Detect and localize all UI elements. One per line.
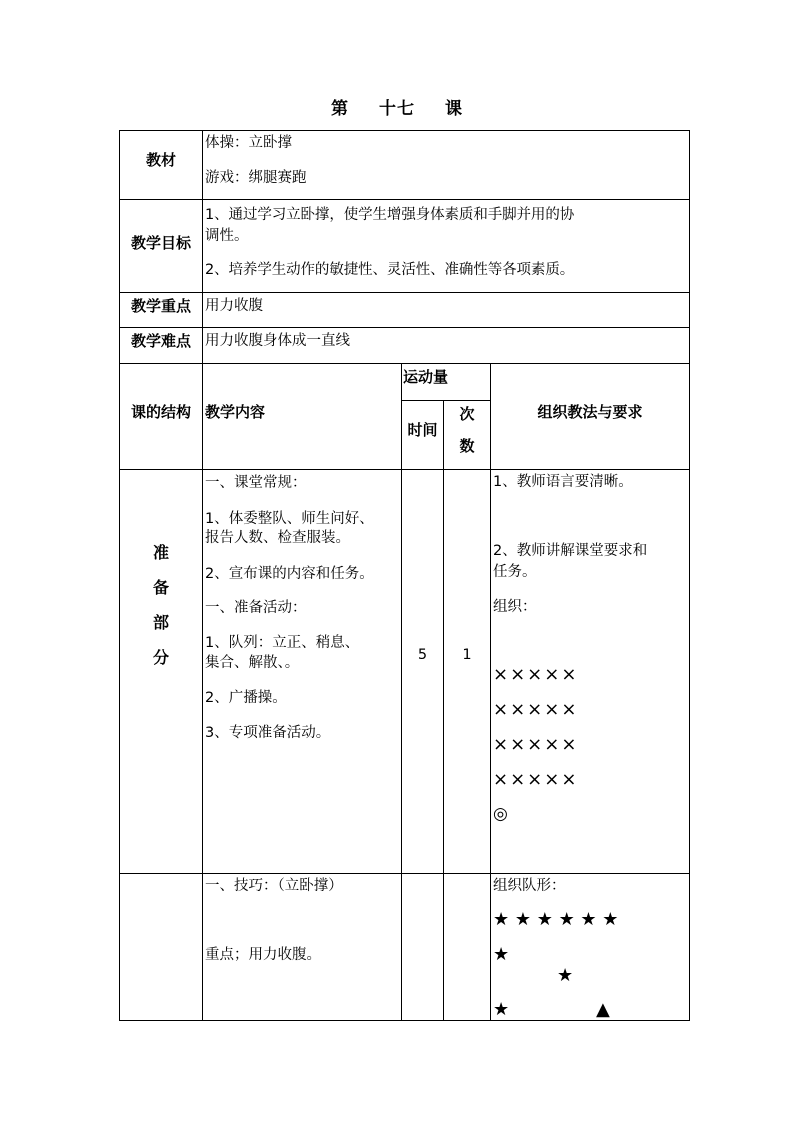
prep-method-line: 任务。 [493, 564, 537, 580]
header-count-1: 次 [459, 405, 475, 423]
table-rule [443, 400, 444, 1021]
key-point-label: 教学重点 [130, 297, 191, 315]
prep-content-line: 一、课堂常规： [205, 475, 307, 491]
prep-content-line: 1、体委整队、师生问好、 [205, 511, 374, 527]
difficulty-label: 教学难点 [130, 332, 191, 350]
table-rule [119, 469, 690, 470]
formation-row: ××××× [493, 734, 579, 755]
material-line-2: 游戏：绑腿赛跑 [205, 170, 307, 186]
table-rule [119, 130, 690, 131]
table-rule [119, 292, 690, 293]
header-structure: 课的结构 [130, 403, 191, 421]
prep-content-line: 报告人数、检查服装。 [205, 530, 350, 546]
formation-row: ××××× [493, 769, 579, 790]
table-rule [401, 400, 490, 401]
teacher-mark: ◎ [493, 804, 508, 824]
header-time: 时间 [407, 421, 438, 439]
prep-content-line: 3、专项准备活动。 [205, 725, 331, 741]
basic-content-line: 重点；用力收腹。 [205, 947, 321, 963]
table-rule [401, 363, 402, 1021]
prep-content-line: 一、准备活动： [205, 600, 307, 616]
table-rule [119, 199, 690, 200]
material-line-1: 体操：立卧撑 [205, 135, 292, 151]
prep-count: 1 [462, 647, 472, 663]
formation-row: ××××× [493, 699, 579, 720]
table-rule [202, 130, 203, 1021]
material-label: 教材 [145, 151, 176, 169]
star-mark: ★ [493, 999, 510, 1020]
table-rule [119, 327, 690, 328]
prep-method-line: 2、教师讲解课堂要求和 [493, 543, 648, 559]
header-count-2: 数 [459, 437, 475, 455]
key-point-text: 用力收腹 [205, 298, 263, 314]
prep-method-line: 组织： [493, 599, 537, 615]
basic-content-line: 一、技巧：（立卧撑） [205, 878, 343, 894]
prep-section-label: 准 备 部 分 [152, 543, 169, 667]
header-load: 运动量 [403, 368, 449, 386]
prep-content-line: 2、广播操。 [205, 690, 287, 706]
star-mark: ★ [557, 965, 574, 986]
formation-row: ××××× [493, 664, 579, 685]
table-rule [689, 130, 690, 1021]
prep-content-line: 2、宣布课的内容和任务。 [205, 566, 374, 582]
prep-content-line: 集合、解散、。 [205, 655, 300, 671]
objective-line-1: 1、通过学习立卧撑，使学生增强身体素质和手脚并用的协 [205, 207, 575, 223]
page-title: 第 十七 课 [331, 99, 463, 119]
table-rule [119, 1020, 690, 1021]
table-rule [119, 363, 690, 364]
table-rule [490, 363, 491, 1021]
star-formation-row: ★ ★ ★ ★ ★ ★ [493, 909, 619, 930]
triangle-mark: ▲ [596, 999, 610, 1020]
table-rule [119, 873, 690, 874]
header-content: 教学内容 [205, 403, 266, 421]
basic-method-line: 组织队形： [493, 878, 566, 894]
prep-content-line: 1、队列：立正、稍息、 [205, 635, 360, 651]
objective-line-3: 2、培养学生动作的敏捷性、灵活性、准确性等各项素质。 [205, 262, 575, 278]
difficulty-text: 用力收腹身体成一直线 [205, 333, 350, 349]
objective-line-2: 调性。 [205, 228, 249, 244]
objective-label: 教学目标 [130, 234, 191, 252]
prep-method-line: 1、教师语言要清晰。 [493, 474, 633, 490]
star-mark: ★ [493, 944, 510, 965]
header-method: 组织教法与要求 [537, 403, 643, 421]
prep-time: 5 [417, 647, 428, 663]
